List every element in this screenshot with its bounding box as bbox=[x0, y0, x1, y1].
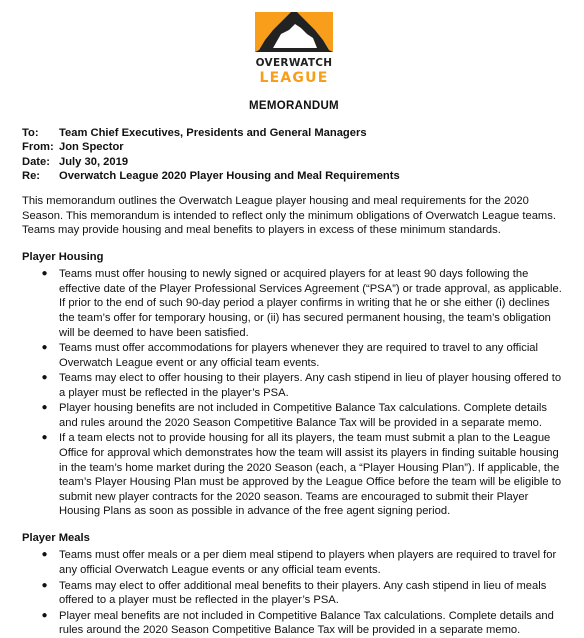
section-heading-player-meals: Player Meals bbox=[22, 531, 90, 544]
list-item: ● Player meal benefits are not included in Competitive Balance Tax calculations. Complete details and rules around the 2020 Season Competitive Balance Tax will be provided in a separate memo. bbox=[22, 609, 566, 638]
logo-wordmark-bottom: LEAGUE bbox=[259, 69, 329, 86]
section-heading-player-housing: Player Housing bbox=[22, 250, 104, 263]
memo-title: MEMORANDUM bbox=[249, 99, 339, 112]
bullet-icon: ● bbox=[41, 372, 48, 384]
date-value: July 30, 2019 bbox=[59, 155, 129, 168]
housing-list bbox=[22, 267, 566, 519]
list-item: ● If a team elects not to provide housing for all its players, the team must submit a plan to the League Office for approval which demonstrates how the team will assist its players in finding suitable housing in the team’s home market during the 2020 Season (each, a “Player Housing Plan”). If applicable, the team’s Player Housing Plan must be approved by the League Office before the team will be eligible to submit new player contracts for the 2020 season. Teams are encouraged to submit their Player Housing Plans as soon as possible in advance of the free agent signing period. bbox=[22, 431, 566, 518]
logo-wordmark-top: OVERWATCH bbox=[255, 57, 333, 69]
bullet-icon: ● bbox=[41, 432, 48, 444]
header-row-date bbox=[22, 155, 566, 170]
header-row-re bbox=[22, 169, 566, 184]
list-item: ● Teams may elect to offer additional meal benefits to their players. Any cash stipend in lieu of meals offered to a player must be reflected in the player’s PSA. bbox=[22, 579, 566, 608]
re-label: Re: bbox=[22, 170, 41, 183]
date-label: Date: bbox=[22, 155, 50, 168]
intro-paragraph: This memorandum outlines the Overwatch League player housing and meal requirements for the 2020 Season. This memorandum is intended to reflect only the minimum obligations of Overwatch League teams. Teams may provide housing and meal benefits to players in excess of these minimum standards. bbox=[22, 195, 556, 237]
meals-list bbox=[22, 548, 566, 637]
list-item: ● Teams may elect to offer housing to their players. Any cash stipend in lieu of player housing offered to a player must be reflected in the player’s PSA. bbox=[22, 371, 566, 400]
bullet-icon: ● bbox=[41, 549, 48, 561]
to-value: Team Chief Executives, Presidents and General Managers bbox=[59, 126, 367, 139]
memo-header bbox=[22, 126, 566, 184]
list-item: ● Player housing benefits are not included in Competitive Balance Tax calculations. Complete details and rules around the 2020 Season Competitive Balance Tax will be provided in a separate memo. bbox=[22, 401, 566, 430]
bullet-icon: ● bbox=[41, 402, 48, 414]
header-row-from bbox=[22, 140, 566, 155]
bullet-icon: ● bbox=[41, 579, 48, 591]
bullet-icon: ● bbox=[41, 342, 48, 354]
overwatch-league-emblem-icon bbox=[251, 8, 337, 56]
header-row-to bbox=[22, 126, 566, 141]
re-value: Overwatch League 2020 Player Housing and Meal Requirements bbox=[59, 170, 400, 183]
from-value: Jon Spector bbox=[59, 141, 124, 154]
bullet-icon: ● bbox=[41, 268, 48, 280]
list-item: ● Teams must offer accommodations for players whenever they are required to travel to any official Overwatch League event or any official team events. bbox=[22, 341, 566, 370]
to-label: To: bbox=[22, 126, 39, 139]
list-item: ● Teams must offer housing to newly signed or acquired players for at least 90 days following the effective date of the Player Professional Services Agreement (“PSA”) or trade approval, as applicable. If prior to the end of such 90-day period a player confirms in writing that he or she either (i) declines the team’s offer for temporary housing, or (ii) has secured permanent housing, the team’s obligation will be deemed to have been satisfied. bbox=[22, 267, 566, 340]
bullet-icon: ● bbox=[41, 609, 48, 621]
list-item: ● Teams must offer meals or a per diem meal stipend to players when players are required to travel for any official Overwatch League events or any official team events. bbox=[22, 548, 566, 577]
from-label: From: bbox=[22, 141, 54, 154]
overwatch-league-logo bbox=[22, 0, 566, 87]
